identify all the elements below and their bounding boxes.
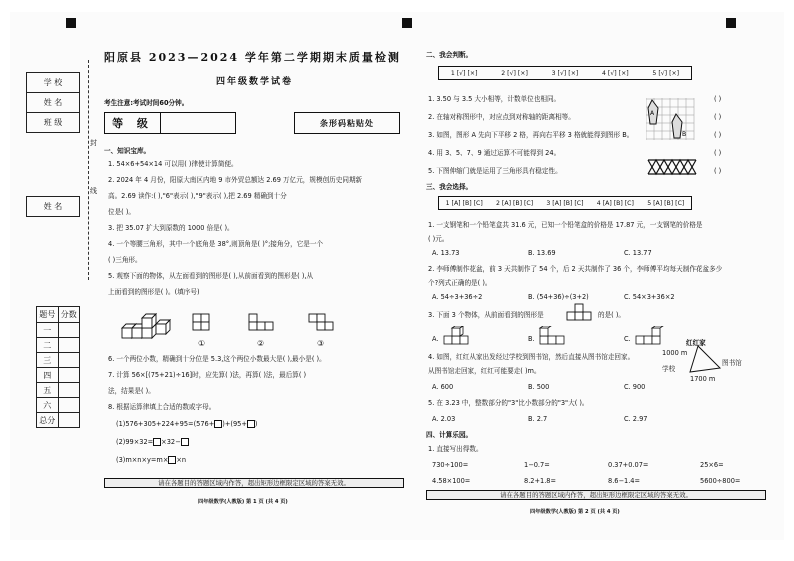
- map-library-label: 图书馆: [722, 359, 742, 367]
- calc-2-2: 8.2+1.8=: [524, 477, 557, 485]
- choice-3-option-b: B.: [528, 335, 535, 343]
- answer-box[interactable]: [153, 438, 161, 446]
- name-label-2: 姓 名: [27, 197, 80, 217]
- score-cell[interactable]: [58, 398, 80, 413]
- question-5-line-1: 5. 观察下面的物体，从左面看到的图形是( ),从前面看到的图形是( ),从: [108, 272, 314, 280]
- judge-2-paren: ( ): [714, 113, 722, 121]
- question-2-line-3: 位是( )。: [108, 208, 136, 216]
- choice-answer-4[interactable]: 4 [A] [B] [C]: [596, 199, 634, 207]
- answer-box[interactable]: [181, 438, 189, 446]
- score-table: [36, 306, 80, 428]
- choice-2-line-2: 个?列式正确的是( )。: [428, 279, 492, 287]
- choice-1-option-b: B. 13.69: [528, 249, 556, 257]
- choice-4-line-2: 从图书馆走回家，红红可能要走( )m。: [428, 367, 541, 375]
- score-row-label: 三: [37, 353, 59, 368]
- option-label-3: ③: [317, 339, 325, 348]
- judge-answer-5[interactable]: 5 [√] [×]: [652, 69, 680, 77]
- choice-1-line-1: 1. 一支钢笔和一个铅笔盒共 31.6 元，已知一个铅笔盒的价格是 17.87 元，一支钢笔的价格是: [428, 221, 703, 229]
- question-7-line-2: 法，结果是( )。: [108, 387, 155, 395]
- section-3-title: 三、我会选择。: [426, 183, 473, 191]
- choice-1-option-a: A. 13.73: [432, 249, 460, 257]
- svg-text:A: A: [650, 110, 655, 117]
- answer-box[interactable]: [247, 420, 255, 428]
- translation-grid-figure: [646, 98, 696, 140]
- exam-subtitle: 四年级数学试卷: [216, 77, 294, 87]
- choice-5-option-c: C. 2.97: [624, 415, 648, 423]
- name-label: 姓 名: [27, 93, 80, 113]
- choice-answer-2[interactable]: 2 [A] [B] [C]: [496, 199, 534, 207]
- binding-mark-seal: 封: [90, 139, 97, 147]
- choice-3-figure-b: [538, 326, 568, 346]
- choice-answer-3[interactable]: 3 [A] [B] [C]: [546, 199, 584, 207]
- grade-input[interactable]: [162, 113, 235, 133]
- judge-4: 4. 用 3、5、7、9 通过运算不可能得到 24。: [428, 149, 561, 157]
- q8-2-text-b: ×32−: [161, 438, 181, 446]
- exam-sheet: [10, 12, 784, 540]
- question-1: 1. 54×6+54×14 可以用( )律使计算简便。: [108, 160, 238, 168]
- judge-2: 2. 在轴对称图形中，对应点到对称轴的距离相等。: [428, 113, 575, 121]
- score-header-question: 题号: [37, 307, 59, 323]
- view-option-1: [192, 312, 212, 336]
- question-2-line-1: 2. 2024 年 4 月份，阳原大南区内地 9 市外贸总额达 2.69 万亿元，规模创历史同期新: [108, 176, 363, 184]
- question-5-line-2: 上面看到的图形是( )。(填序号): [108, 288, 200, 296]
- question-4-line-1: 4. 一个等腰三角形，其中一个底角是 38°,则顶角是( )°;接角分，它是一个: [108, 240, 324, 248]
- q8-1-text-b: )+(95+: [222, 420, 247, 428]
- choice-3-option-c: C.: [624, 335, 631, 343]
- barcode-area: 条形码粘贴处: [294, 112, 400, 134]
- choice-answer-1[interactable]: 1 [A] [B] [C]: [445, 199, 483, 207]
- score-cell[interactable]: [58, 323, 80, 338]
- map-distance-2: 1700 m: [690, 375, 716, 383]
- choice-answer-row: [438, 196, 692, 210]
- front-view-figure: [566, 302, 594, 322]
- section-2-title: 二、我会判断。: [426, 51, 473, 59]
- score-row-label: 五: [37, 383, 59, 398]
- choice-4-option-b: B. 500: [528, 383, 550, 391]
- calc-1-4: 25×6=: [700, 461, 724, 469]
- question-2-line-2: 高。2.69 读作:( ),"6"表示( ),"9"表示( ),把 2.69 精确到十分: [108, 192, 287, 200]
- binding-line: [88, 60, 89, 280]
- judge-3: 3. 如图，图形 A 先向下平移 2 格，再向右平移 3 格就能得到图形 B。: [428, 131, 634, 139]
- score-cell[interactable]: [58, 413, 80, 428]
- question-8-2: [116, 438, 189, 446]
- calc-1-2: 1−0.7=: [524, 461, 550, 469]
- section-4-title: 四、计算乐园。: [426, 431, 473, 439]
- score-cell[interactable]: [58, 368, 80, 383]
- choice-3: 3. 下面 3 个物体，从前面看到的图形是: [428, 311, 544, 319]
- question-3: 3. 把 35.07 扩大到原数的 1000 倍是( )。: [108, 224, 234, 232]
- choice-2-option-b: B. (54+36)÷(3+2): [528, 293, 589, 301]
- question-8-1: [116, 420, 257, 428]
- judge-answer-3[interactable]: 3 [√] [×]: [551, 69, 579, 77]
- question-6: 6. 一个两位小数，精确到十分位是 5.3,这个两位小数最大是( ),最小是( )。: [108, 355, 326, 363]
- judge-answer-4[interactable]: 4 [√] [×]: [602, 69, 629, 77]
- judge-4-paren: ( ): [714, 149, 722, 157]
- map-home-label: 红红家: [686, 339, 706, 347]
- choice-4-option-c: C. 900: [624, 383, 646, 391]
- choice-3-figure-c: [634, 326, 664, 346]
- choice-1-option-c: C. 13.77: [624, 249, 652, 257]
- judge-3-paren: ( ): [714, 131, 722, 139]
- q8-2-text-a: (2)99×32=: [116, 438, 154, 446]
- view-option-3: [308, 312, 334, 336]
- svg-text:B: B: [682, 131, 687, 138]
- grade-box: [104, 112, 236, 134]
- answer-area-notice-2: 请在各题目的答题区域内作答，超出矩形边框限定区域的答案无效。: [426, 490, 766, 500]
- choice-4-line-1: 4. 如图，红红从家出发经过学校到图书馆，然后直接从图书馆走回家。: [428, 353, 635, 361]
- view-option-2: [248, 312, 274, 336]
- judge-answer-row: [438, 66, 692, 80]
- q8-3-text-b: ×n: [176, 456, 187, 464]
- score-row-label: 四: [37, 368, 59, 383]
- score-cell[interactable]: [58, 383, 80, 398]
- score-row-label: 二: [37, 338, 59, 353]
- calc-1-3: 0.37+0.07=: [608, 461, 649, 469]
- choice-4-option-a: A. 600: [432, 383, 454, 391]
- choice-5-option-a: A. 2.03: [432, 415, 456, 423]
- choice-3-end: 的是( )。: [598, 311, 626, 319]
- option-label-2: ②: [257, 339, 265, 348]
- choice-1-line-2: ( )元。: [428, 235, 449, 243]
- choice-3-figure-a: [442, 326, 472, 346]
- q8-1-text-c: ): [254, 420, 258, 428]
- class-label: 班 级: [27, 113, 80, 133]
- answer-area-notice: 请在各题目的答题区域内作答，超出矩形边框限定区域的答案无效。: [104, 478, 404, 488]
- choice-5: 5. 在 3.23 中，整数部分的"3"比小数部分的"3"大( )。: [428, 399, 589, 407]
- calc-1-1: 730÷100=: [432, 461, 469, 469]
- student-info-table: [26, 72, 80, 133]
- map-school-label: 学校: [662, 365, 676, 373]
- calc-2-4: 5600÷800=: [700, 477, 741, 485]
- binding-mark-line: 线: [90, 187, 97, 195]
- choice-2-line-1: 2. 李师傅制作花盆，前 3 天共制作了 54 个，后 2 天共制作了 36 个，李师傅平均每天制作花盆多少: [428, 265, 723, 273]
- score-cell[interactable]: [58, 353, 80, 368]
- student-info-table-2: [26, 196, 80, 217]
- judge-answer-1[interactable]: 1 [√] [×]: [450, 69, 478, 77]
- page-1: [26, 20, 408, 540]
- choice-2-option-c: C. 54×3+36×2: [624, 293, 675, 301]
- question-4-line-2: ( )三角形。: [108, 256, 142, 264]
- judge-5-paren: ( ): [714, 167, 722, 175]
- choice-2-option-a: A. 54÷3+36÷2: [432, 293, 483, 301]
- option-label-1: ①: [198, 339, 206, 348]
- calc-intro: 1. 直接写出得数。: [428, 445, 483, 453]
- school-label: 学 校: [27, 73, 80, 93]
- score-cell[interactable]: [58, 338, 80, 353]
- q8-3-text-a: (3)m×n×y=m×: [116, 456, 169, 464]
- exam-title: 阳原县 2023—2024 学年第二学期期末质量检测: [104, 51, 401, 64]
- judge-answer-2[interactable]: 2 [√] [×]: [501, 69, 528, 77]
- choice-answer-5[interactable]: 5 [A] [B] [C]: [647, 199, 685, 207]
- choice-3-option-a: A.: [432, 335, 439, 343]
- calc-2-3: 8.6−1.4=: [608, 477, 641, 485]
- judge-1-paren: ( ): [714, 95, 722, 103]
- page-footer: 四年级数学(人教版) 第 1 页 (共 4 页): [198, 499, 288, 505]
- choice-5-option-b: B. 2.7: [528, 415, 548, 423]
- section-1-title: 一、知识宝库。: [104, 147, 151, 155]
- question-8-3: [116, 456, 186, 464]
- cube-stack-figure: [118, 310, 176, 350]
- judge-5: 5. 下图伸缩门就是运用了三角形具有稳定性。: [428, 167, 562, 175]
- score-row-label: 一: [37, 323, 59, 338]
- calc-2-1: 4.58×100=: [432, 477, 471, 485]
- folding-gate-figure: [646, 158, 698, 176]
- page-2: [418, 20, 792, 540]
- score-header-score: 分数: [58, 307, 80, 323]
- page-footer-2: 四年级数学(人教版) 第 2 页 (共 4 页): [530, 509, 620, 515]
- exam-note: 考生注意:考试时间60分钟。: [104, 99, 189, 107]
- q8-1-text-a: (1)576+305+224+95=(576+: [116, 420, 215, 428]
- question-8: 8. 根据运算律填上合适的数或字母。: [108, 403, 216, 411]
- score-row-label: 总分: [37, 413, 59, 428]
- score-row-label: 六: [37, 398, 59, 413]
- question-7-line-1: 7. 计算 56×[(75+21)÷16]时，应先算( )法，再算( )法，最后算( ): [108, 371, 307, 379]
- map-distance-1: 1000 m: [662, 349, 688, 357]
- judge-1: 1. 3.50 与 3.5 大小相等，计数单位也相同。: [428, 95, 561, 103]
- grade-label: 等 级: [105, 113, 161, 133]
